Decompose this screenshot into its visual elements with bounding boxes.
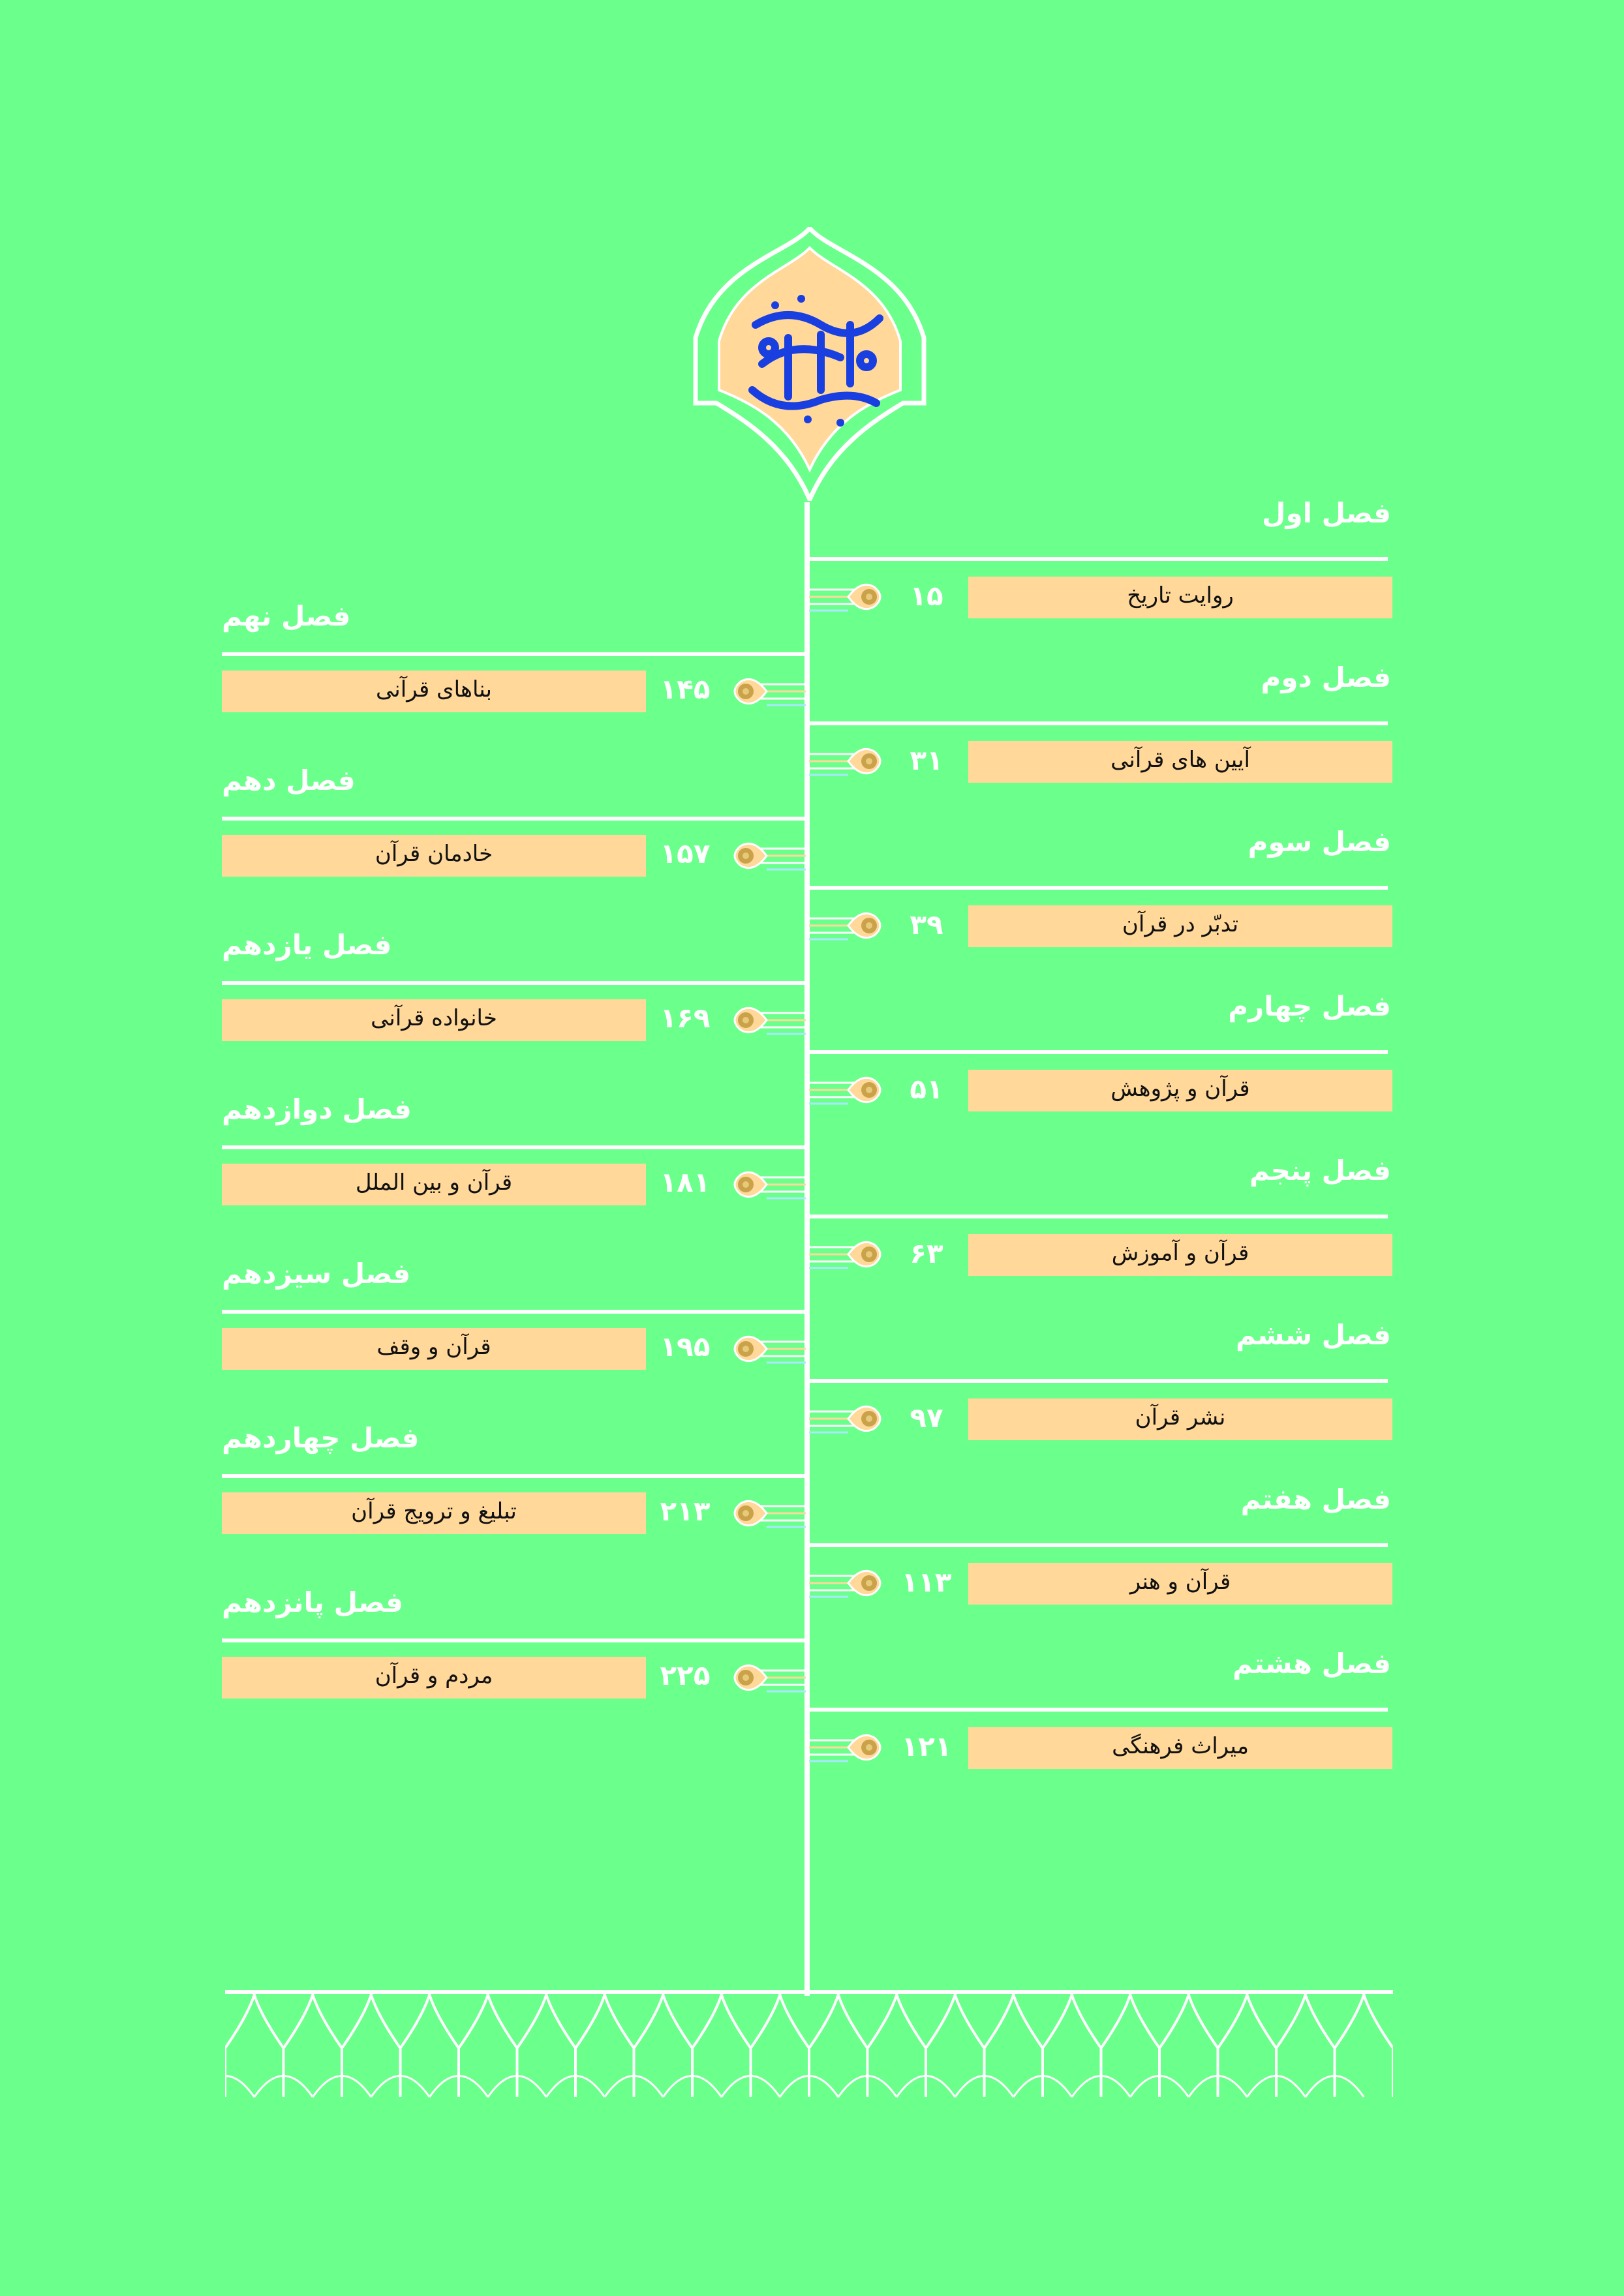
- leaf-ornament-icon: [809, 738, 894, 784]
- separator-line: [222, 1639, 807, 1642]
- chapter-heading: فصل نهم: [222, 600, 351, 632]
- separator-line: [807, 1379, 1388, 1383]
- chapter-title-bar[interactable]: میراث فرهنگی: [968, 1727, 1392, 1769]
- page-number: ۵۱: [910, 1073, 943, 1105]
- leaf-ornament-icon: [721, 997, 806, 1043]
- leaf-ornament-icon: [809, 1231, 894, 1277]
- page-number: ۱۴۵: [660, 673, 711, 705]
- chapter-title-bar[interactable]: خانواده قرآنی: [222, 999, 646, 1041]
- leaf-ornament-icon: [721, 833, 806, 879]
- separator-line: [222, 1145, 807, 1149]
- page-number: ۱۹۵: [660, 1331, 711, 1363]
- page-number: ۱۸۱: [660, 1166, 711, 1198]
- page-number: ۶۳: [910, 1237, 943, 1269]
- chapter-heading: فصل اول: [1262, 497, 1391, 529]
- separator-line: [222, 817, 807, 821]
- calligraphy-emblem-icon: [690, 227, 929, 501]
- separator-line: [807, 886, 1388, 890]
- separator-line: [807, 721, 1388, 725]
- leaf-ornament-icon: [809, 1560, 894, 1606]
- page-number: ۳۱: [910, 744, 943, 776]
- page-number: ۳۹: [910, 909, 943, 941]
- chapter-title-bar[interactable]: قرآن و آموزش: [968, 1234, 1392, 1276]
- chapter-heading: فصل هشتم: [1233, 1648, 1391, 1680]
- leaf-ornament-icon: [721, 1490, 806, 1536]
- chapter-title-bar[interactable]: مردم و قرآن: [222, 1657, 646, 1699]
- leaf-ornament-icon: [721, 669, 806, 714]
- chapter-heading: فصل هفتم: [1240, 1483, 1391, 1515]
- leaf-ornament-icon: [721, 1326, 806, 1372]
- separator-line: [807, 1215, 1388, 1218]
- chapter-heading: فصل پانزدهم: [222, 1586, 404, 1618]
- chapter-heading: فصل چهاردهم: [222, 1422, 420, 1454]
- chapter-heading: فصل دوازدهم: [222, 1093, 412, 1125]
- chapter-title-bar[interactable]: تدبّر در قرآن: [968, 905, 1392, 947]
- leaf-ornament-icon: [809, 1396, 894, 1442]
- chapter-heading: فصل یازدهم: [222, 929, 392, 961]
- leaf-ornament-icon: [809, 574, 894, 620]
- chapter-heading: فصل سیزدهم: [222, 1258, 411, 1290]
- separator-line: [807, 1708, 1388, 1712]
- separator-line: [222, 1310, 807, 1314]
- leaf-ornament-icon: [721, 1162, 806, 1207]
- separator-line: [222, 981, 807, 985]
- chapter-title-bar[interactable]: نشر قرآن: [968, 1398, 1392, 1440]
- chapter-heading: فصل سوم: [1248, 826, 1391, 858]
- leaf-ornament-icon: [809, 1067, 894, 1113]
- page-number: ۱۵: [910, 580, 943, 612]
- page-number: ۱۶۹: [660, 1002, 711, 1034]
- arch-border-pattern: [225, 1989, 1393, 2100]
- page-number: ۱۱۳: [901, 1566, 952, 1598]
- page-number: ۲۲۵: [660, 1659, 711, 1691]
- chapter-title-bar[interactable]: روایت تاریخ: [968, 577, 1392, 618]
- separator-line: [807, 1543, 1388, 1547]
- page-number: ۲۱۳: [660, 1495, 711, 1527]
- chapter-title-bar[interactable]: بناهای قرآنی: [222, 671, 646, 712]
- page-number: ۹۷: [910, 1402, 943, 1434]
- leaf-ornament-icon: [809, 903, 894, 948]
- chapter-heading: فصل ششم: [1236, 1319, 1391, 1351]
- chapter-title-bar[interactable]: خادمان قرآن: [222, 835, 646, 877]
- separator-line: [222, 652, 807, 656]
- chapter-title-bar[interactable]: قرآن و بین الملل: [222, 1164, 646, 1205]
- chapter-heading: فصل پنجم: [1249, 1155, 1391, 1186]
- page-number: ۱۵۷: [660, 838, 711, 869]
- chapter-title-bar[interactable]: قرآن و پژوهش: [968, 1070, 1392, 1111]
- separator-line: [222, 1474, 807, 1478]
- chapter-heading: فصل چهارم: [1228, 990, 1391, 1022]
- separator-line: [807, 1050, 1388, 1054]
- chapter-title-bar[interactable]: آیین های قرآنی: [968, 741, 1392, 783]
- chapter-title-bar[interactable]: قرآن و هنر: [968, 1563, 1392, 1605]
- chapter-heading: فصل دوم: [1261, 661, 1391, 693]
- chapter-title-bar[interactable]: تبلیغ و ترویج قرآن: [222, 1492, 646, 1534]
- separator-line: [807, 557, 1388, 561]
- page-number: ۱۲۱: [901, 1730, 952, 1762]
- leaf-ornament-icon: [809, 1725, 894, 1770]
- leaf-ornament-icon: [721, 1655, 806, 1700]
- chapter-heading: فصل دهم: [222, 764, 356, 796]
- chapter-title-bar[interactable]: قرآن و وقف: [222, 1328, 646, 1370]
